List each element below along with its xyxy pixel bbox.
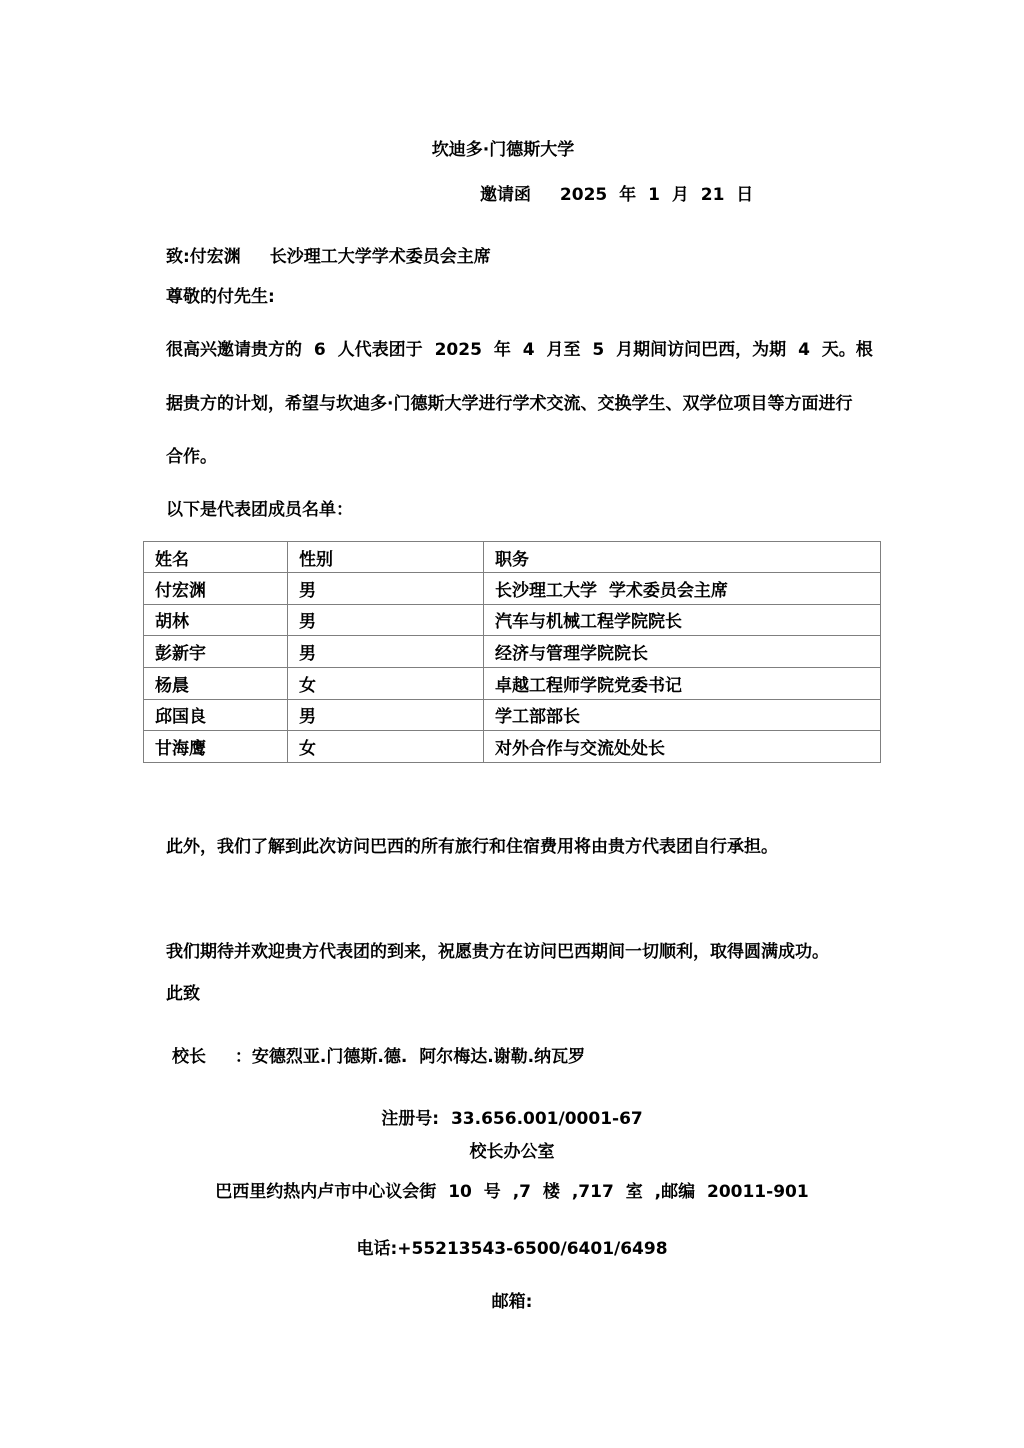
table-row xyxy=(144,573,881,605)
title-cell: 长沙理工大学 学术委员会主席 xyxy=(484,573,881,605)
delegation-table xyxy=(143,541,881,763)
title-cell: 汽车与机械工程学院院长 xyxy=(484,604,881,636)
email-label: 邮箱: xyxy=(491,1292,533,1312)
recipient-line: 致:付宏渊 长沙理工大学学术委员会主席 xyxy=(166,247,491,267)
title-cell: 经济与管理学院院长 xyxy=(484,636,881,668)
title-cell: 对外合作与交流处处长 xyxy=(484,731,881,763)
body-line: 据贵方的计划，希望与坎迪多·门德斯大学进行学术交流、交换学生、双学位项目等方面进行 xyxy=(166,394,853,414)
name-cell: 付宏渊 xyxy=(144,573,288,605)
table-header-row xyxy=(144,542,881,573)
header-gender: 性别 xyxy=(288,542,484,573)
header-title: 职务 xyxy=(484,542,881,573)
table-row xyxy=(144,699,881,731)
name-cell: 杨晨 xyxy=(144,667,288,699)
body-line: 合作。 xyxy=(166,447,217,467)
gender-cell: 男 xyxy=(288,604,484,636)
table-row xyxy=(144,731,881,763)
body-line: 很高兴邀请贵方的 6 人代表团于 2025 年 4 月至 5 月期间访问巴西，为期 4 天。根 xyxy=(166,340,873,360)
title-cell: 卓越工程师学院党委书记 xyxy=(484,667,881,699)
office-name: 校长办公室 xyxy=(469,1142,555,1162)
table-row xyxy=(144,667,881,699)
delegation-list-intro: 以下是代表团成员名单： xyxy=(166,500,353,520)
closing-wishes: 我们期待并欢迎贵方代表团的到来，祝愿贵方在访问巴西期间一切顺利，取得圆满成功。 xyxy=(166,942,829,962)
expenses-note: 此外，我们了解到此次访问巴西的所有旅行和住宿费用将由贵方代表团自行承担。 xyxy=(166,837,778,857)
regards: 此致 xyxy=(166,984,200,1004)
title-cell: 学工部部长 xyxy=(484,699,881,731)
name-cell: 甘海鹰 xyxy=(144,731,288,763)
header-name: 姓名 xyxy=(144,542,288,573)
salutation: 尊敬的付先生: xyxy=(166,287,275,307)
name-cell: 邱国良 xyxy=(144,699,288,731)
gender-cell: 男 xyxy=(288,636,484,668)
gender-cell: 女 xyxy=(288,731,484,763)
gender-cell: 男 xyxy=(288,699,484,731)
name-cell: 彭新宇 xyxy=(144,636,288,668)
gender-cell: 男 xyxy=(288,573,484,605)
letter-heading-date: 邀请函 2025 年 1 月 21 日 xyxy=(480,185,754,205)
address-line: 巴西里约热内卢市中心议会街 10 号 ,7 楼 ,717 室 ,邮编 20011-901 xyxy=(215,1182,809,1202)
phone-line: 电话:+55213543-6500/6401/6498 xyxy=(356,1239,668,1259)
university-title: 坎迪多·门德斯大学 xyxy=(431,140,575,160)
table-row xyxy=(144,636,881,668)
name-cell: 胡林 xyxy=(144,604,288,636)
registration-number: 注册号: 33.656.001/0001-67 xyxy=(381,1109,643,1129)
president-signature-line: 校长 ：安德烈亚.门德斯.德. 阿尔梅达.谢勒.纳瓦罗 xyxy=(172,1047,586,1067)
table-row xyxy=(144,604,881,636)
gender-cell: 女 xyxy=(288,667,484,699)
